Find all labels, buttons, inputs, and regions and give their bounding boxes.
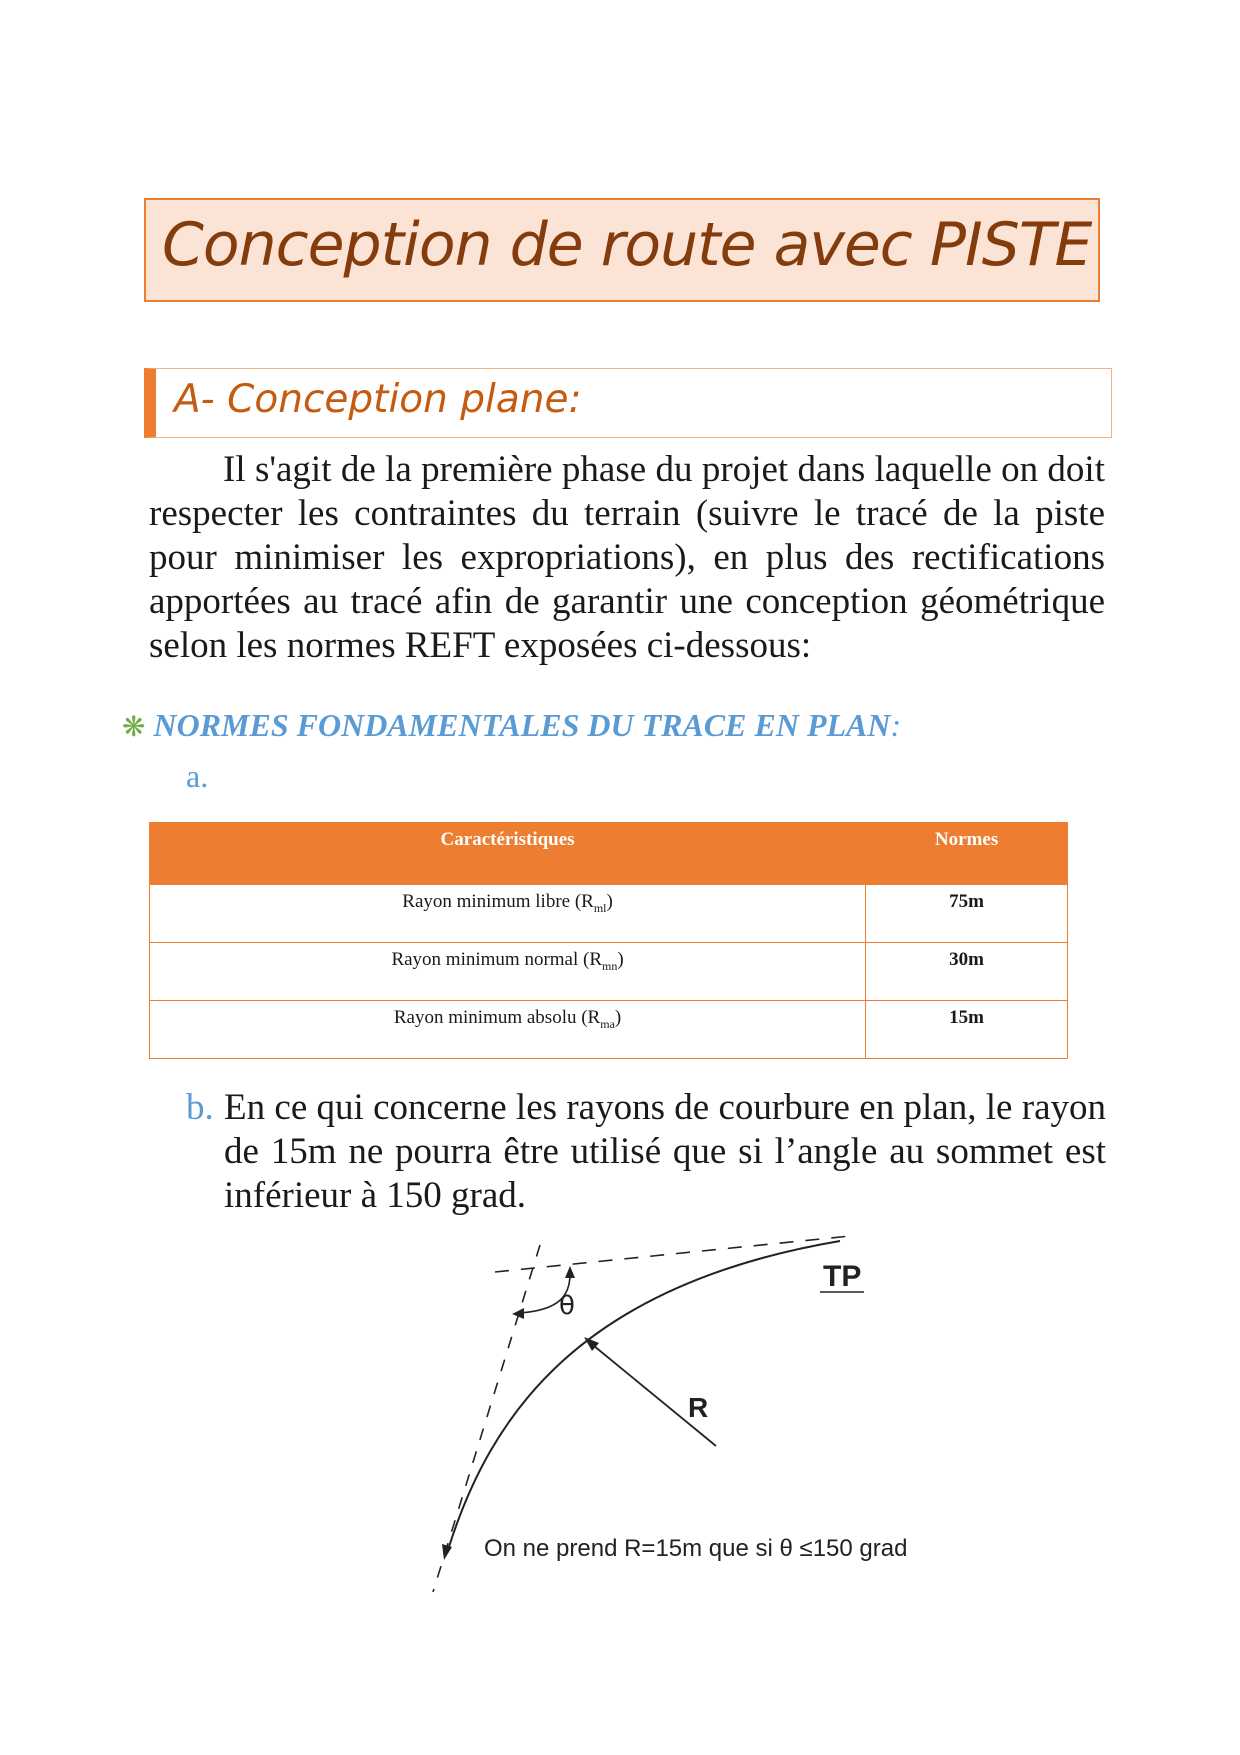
radius-label: R — [688, 1392, 709, 1423]
norms-heading-colon: : — [890, 707, 902, 743]
norms-table — [149, 822, 1068, 1059]
table-cell-label — [150, 943, 866, 1001]
table-header-cell: Normes — [866, 823, 1068, 885]
cell-subscript: ml — [593, 900, 607, 915]
cell-label-close: ) — [617, 949, 624, 970]
cell-label-text: Rayon minimum libre (R — [402, 891, 594, 912]
title-box — [144, 198, 1100, 302]
section-heading: A- Conception plane: — [174, 377, 582, 422]
cell-label-close: ) — [614, 1007, 622, 1028]
table-header-row — [150, 823, 1068, 885]
asterisk-bullet-icon: ❋ — [122, 712, 146, 743]
table-cell-value: 15m — [866, 1001, 1068, 1059]
curve-diagram — [420, 1225, 940, 1605]
cell-subscript: ma — [600, 1016, 615, 1031]
table-row — [150, 1001, 1068, 1059]
curve-start-arrowhead — [442, 1544, 452, 1560]
page-title: Conception de route avec PISTE — [162, 210, 1092, 280]
cell-label-text: Rayon minimum absolu (R — [393, 1007, 601, 1028]
intro-paragraph: Il s'agit de la première phase du projet dans laquelle on doit respecter les contraintes du terrain (suivre le tracé de la piste pour minimiser les expropriations), en plus des rectifications apportées au tracé afin de garantir une conception géométrique selon les normes REFT exposées ci-dessous: — [149, 449, 1105, 666]
table-cell-value: 75m — [866, 885, 1068, 943]
table-row — [150, 943, 1068, 1001]
list-marker-a: a. — [186, 758, 209, 794]
list-item-b-text: En ce qui concerne les rayons de courbure en plan, le rayon de 15m ne pourra être utilisé que si l’angle au sommet est inférieur à 150 grad. — [224, 1087, 1106, 1216]
cell-subscript: mn — [602, 958, 618, 973]
table-header-cell: Caractéristiques — [150, 823, 866, 885]
cell-label-text: Rayon minimum normal (R — [391, 949, 603, 970]
table-cell-label — [150, 885, 866, 943]
table-cell-label — [150, 1001, 866, 1059]
outgoing-tangent-line — [495, 1236, 850, 1272]
norms-heading — [122, 707, 901, 744]
cell-label-close: ) — [606, 891, 613, 912]
list-marker-b: b. — [186, 1087, 214, 1128]
table-cell-value: 30m — [866, 943, 1068, 1001]
tp-label: TP — [823, 1260, 862, 1293]
section-heading-box — [144, 368, 1112, 438]
theta-label: θ — [559, 1291, 575, 1321]
list-item-b — [186, 1086, 1106, 1218]
curve-arc — [448, 1241, 840, 1550]
angle-arrowhead-top — [565, 1266, 575, 1278]
norms-heading-text: NORMES FONDAMENTALES DU TRACE EN PLAN — [153, 707, 891, 743]
diagram-caption: On ne prend R=15m que si θ ≤150 grad — [484, 1535, 908, 1562]
table-row — [150, 885, 1068, 943]
